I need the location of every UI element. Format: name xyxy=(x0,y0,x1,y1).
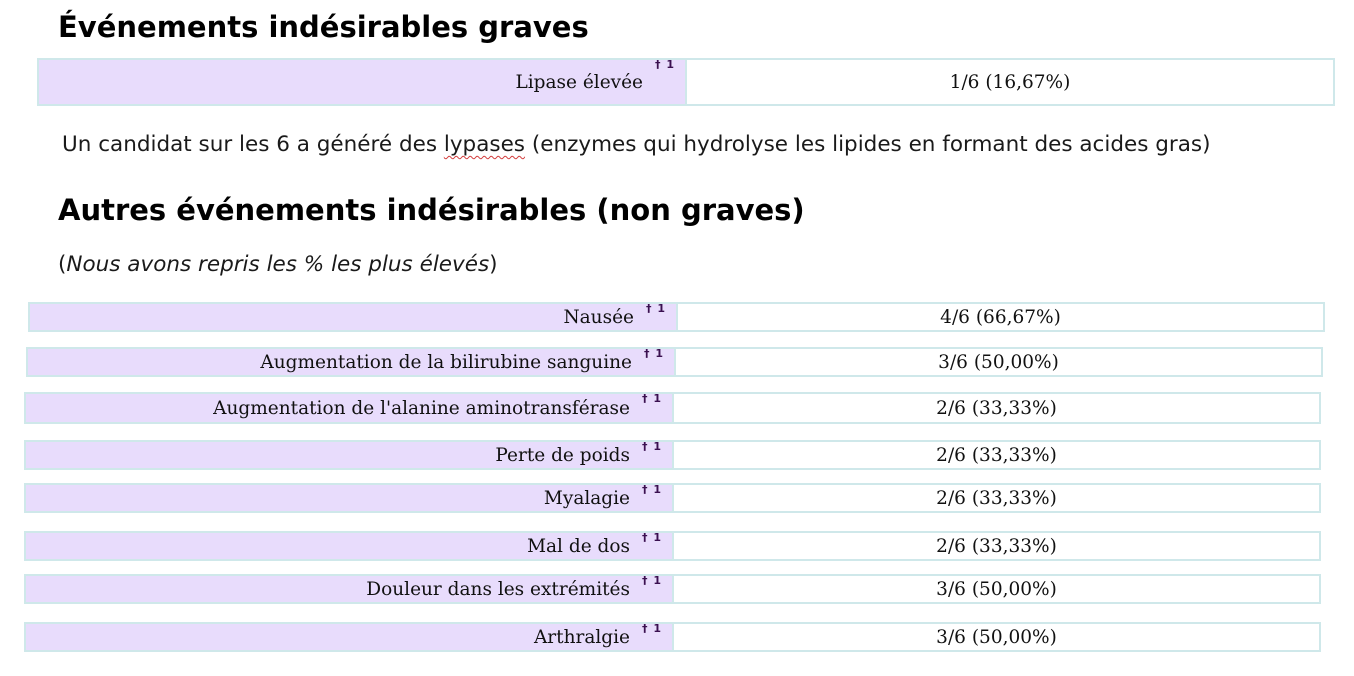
event-value: 3/6 (50,00%) xyxy=(936,626,1057,648)
event-value: 2/6 (33,33%) xyxy=(936,397,1057,419)
event-label-cell xyxy=(39,60,687,104)
event-value: 3/6 (50,00%) xyxy=(938,351,1059,373)
dagger-footnote-mark: † 1 xyxy=(642,483,662,496)
event-label: Lipase élevée xyxy=(515,71,643,93)
dagger-footnote-mark: † 1 xyxy=(642,574,662,587)
event-value: 2/6 (33,33%) xyxy=(936,444,1057,466)
note-text-start: Un candidat sur les 6 a généré des xyxy=(62,132,444,157)
note-close-paren: ) xyxy=(489,252,498,277)
event-value-cell xyxy=(674,442,1319,468)
dagger-footnote-mark: † 1 xyxy=(642,531,662,544)
dagger-footnote-mark: † 1 xyxy=(642,392,662,405)
event-label: Mal de dos xyxy=(527,535,630,557)
event-label: Myalagie xyxy=(543,487,630,509)
event-label: Nausée xyxy=(563,306,634,328)
note-italic-text: Nous avons repris les % les plus élevés xyxy=(66,252,490,277)
event-value: 2/6 (33,33%) xyxy=(936,535,1057,557)
event-label-cell xyxy=(28,349,676,375)
event-label: Arthralgie xyxy=(533,626,630,648)
event-value-cell xyxy=(674,624,1319,650)
dagger-footnote-mark: † 1 xyxy=(642,440,662,453)
event-value: 2/6 (33,33%) xyxy=(936,487,1057,509)
event-label-cell xyxy=(26,624,674,650)
event-value-cell xyxy=(674,394,1319,422)
event-label-cell xyxy=(26,533,674,559)
dagger-footnote-mark: † 1 xyxy=(644,347,664,360)
event-label: Augmentation de l'alanine aminotransférase xyxy=(213,397,630,419)
event-value: 1/6 (16,67%) xyxy=(949,71,1071,93)
other-events-heading: Autres événements indésirables (non graves) xyxy=(58,193,805,227)
event-label: Augmentation de la bilirubine sanguine xyxy=(260,351,632,373)
event-value-cell xyxy=(674,485,1319,511)
other-event-row xyxy=(24,392,1321,424)
event-value: 3/6 (50,00%) xyxy=(936,578,1057,600)
other-event-row xyxy=(24,574,1321,604)
other-event-row xyxy=(28,302,1325,332)
event-label: Douleur dans les extrémités xyxy=(366,578,630,600)
serious-events-heading: Événements indésirables graves xyxy=(58,10,589,44)
dagger-footnote-mark: † 1 xyxy=(655,58,675,71)
other-event-row xyxy=(24,483,1321,513)
event-label: Perte de poids xyxy=(495,444,630,466)
other-event-row xyxy=(26,347,1323,377)
event-value-cell xyxy=(687,60,1333,104)
other-event-row xyxy=(24,622,1321,652)
event-label-cell xyxy=(26,394,674,422)
event-value: 4/6 (66,67%) xyxy=(940,306,1061,328)
event-value-cell xyxy=(676,349,1321,375)
dagger-footnote-mark: † 1 xyxy=(646,302,666,315)
other-event-row xyxy=(24,531,1321,561)
event-label-cell xyxy=(26,576,674,602)
serious-event-row xyxy=(37,58,1335,106)
misspelled-word[interactable]: lypases xyxy=(443,132,526,157)
event-value-cell xyxy=(674,533,1319,559)
event-label-cell xyxy=(26,442,674,468)
dagger-footnote-mark: † 1 xyxy=(642,622,662,635)
event-value-cell xyxy=(678,304,1323,330)
note-open-paren: ( xyxy=(58,252,67,277)
event-label-cell xyxy=(30,304,678,330)
event-label-cell xyxy=(26,485,674,511)
other-event-row xyxy=(24,440,1321,470)
event-value-cell xyxy=(674,576,1319,602)
other-events-note xyxy=(58,252,498,277)
note-text-end: (enzymes qui hydrolyse les lipides en formant des acides gras) xyxy=(525,132,1211,157)
serious-events-note xyxy=(62,132,1211,157)
